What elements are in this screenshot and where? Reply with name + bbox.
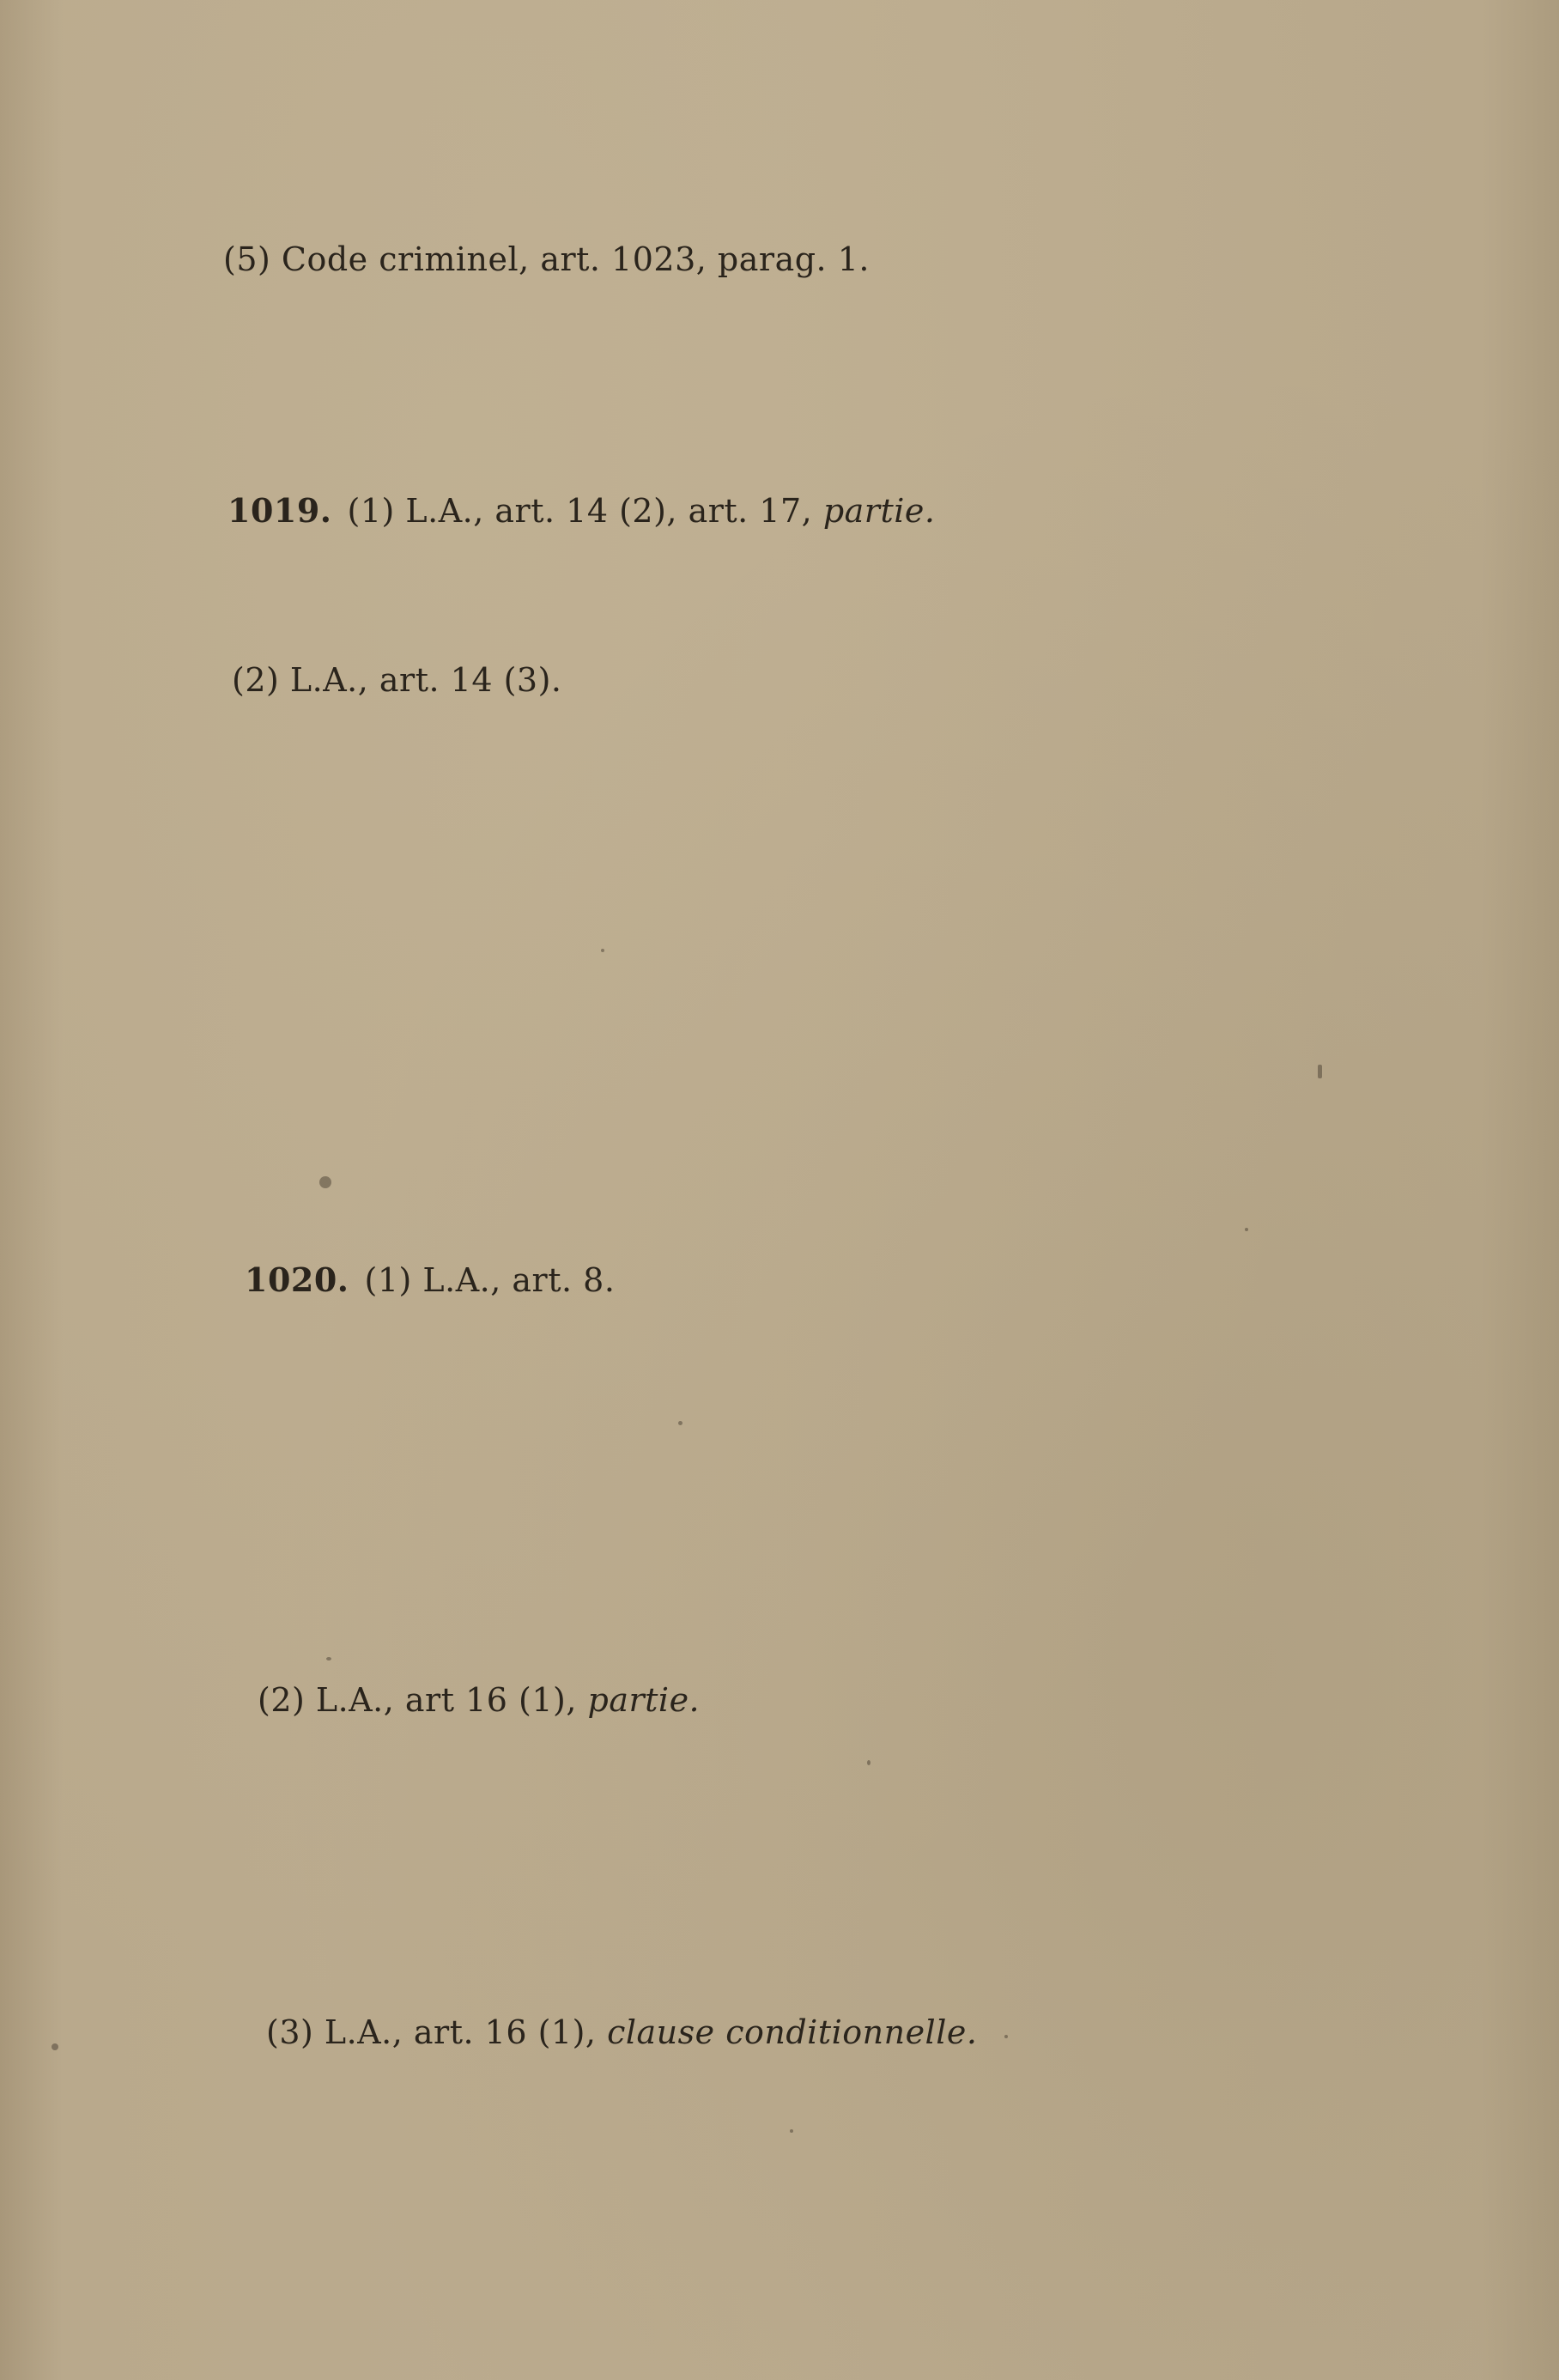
paper-speck: [867, 1760, 870, 1765]
paper-speck: [1245, 1228, 1248, 1231]
section-1020-note-1: [245, 1260, 615, 1299]
paper-speck: [319, 1176, 331, 1188]
paper-speck: [1004, 2035, 1008, 2038]
footnote-text: (1) L.A., art. 14 (2), art. 17,: [347, 492, 823, 530]
paper-speck: [326, 1657, 331, 1661]
section-1020-note-3: [266, 2013, 977, 2051]
footnote-text: (2) L.A., art 16 (1),: [258, 1681, 588, 1719]
section-1019-note-1: [227, 491, 935, 530]
section-number: 1019.: [227, 491, 332, 530]
footnote-italic-text: partie.: [822, 492, 936, 530]
footnote-text: (5) Code criminel, art. 1023, parag. 1.: [223, 240, 870, 278]
footnote-italic-text: partie.: [587, 1681, 701, 1719]
footnote-italic-text: clause conditionnelle.: [607, 2013, 978, 2051]
footnote-text: (2) L.A., art. 14 (3).: [232, 661, 562, 699]
paper-speck: [52, 2043, 58, 2050]
paper-speck: [1318, 1065, 1322, 1078]
footnote-text: (1) L.A., art. 8.: [364, 1261, 616, 1299]
section-number: 1020.: [245, 1260, 349, 1299]
footnote-text: (3) L.A., art. 16 (1),: [266, 2013, 608, 2051]
footnote-5-code-criminel: [223, 240, 870, 278]
section-1019-note-2: [232, 661, 562, 699]
section-1020-note-2: [258, 1681, 700, 1719]
paper-speck: [790, 2129, 793, 2133]
paper-speck: [678, 1421, 682, 1425]
paper-speck: [601, 949, 604, 952]
